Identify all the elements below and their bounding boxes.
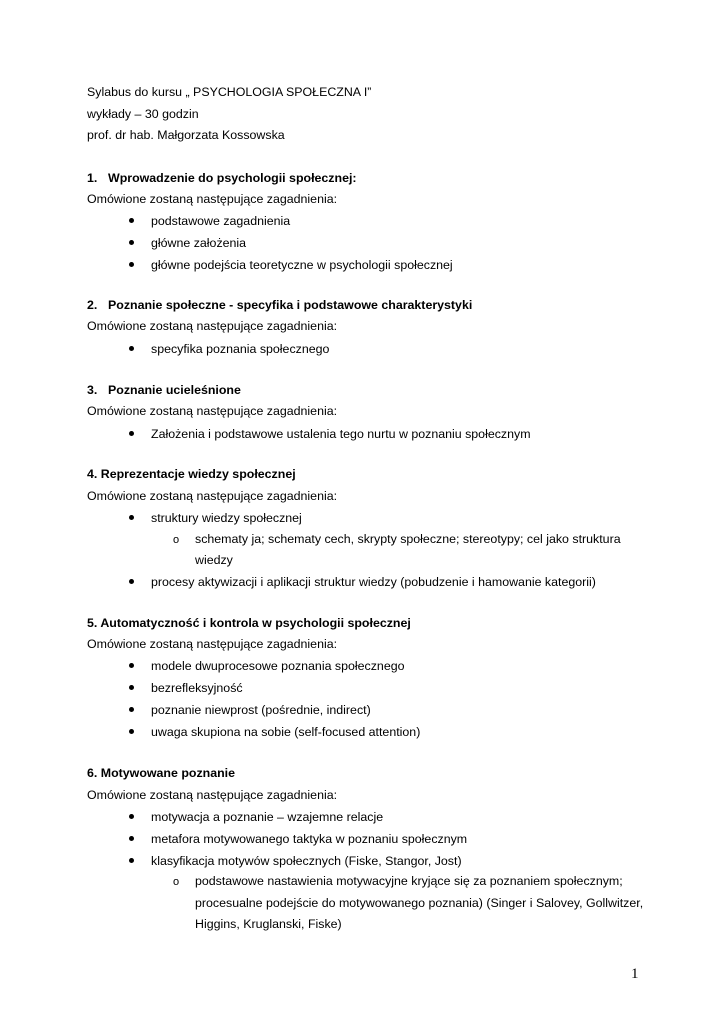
section-number: 2.	[87, 298, 98, 312]
bullet-icon	[129, 831, 134, 847]
section-number: 1.	[87, 171, 98, 185]
list-item: specyfika poznania społecznego	[151, 342, 330, 356]
list-item: uwaga skupiona na sobie (self-focused attention)	[151, 725, 421, 739]
intro-text: Omówione zostaną następujące zagadnienia:	[87, 489, 338, 503]
sub-bullet-icon: o	[173, 534, 180, 546]
page-number: 1	[631, 966, 639, 982]
section-title: Poznanie społeczne - specyfika i podstawowe charakterystyki	[108, 298, 473, 312]
sub-list-item: podstawowe nastawienia motywacyjne kryjące się za poznaniem społecznym;	[195, 874, 623, 888]
section-3-heading	[87, 382, 241, 398]
bullet-icon	[129, 510, 134, 526]
list-item: poznanie niewprost (pośrednie, indirect)	[151, 703, 371, 717]
list-item: Założenia i podstawowe ustalenia tego nurtu w poznaniu społecznym	[151, 427, 531, 441]
bullet-icon	[129, 658, 134, 674]
intro-text: Omówione zostaną następujące zagadnienia:	[87, 319, 338, 333]
intro-text: Omówione zostaną następujące zagadnienia:	[87, 637, 338, 651]
section-6-heading: 6. Motywowane poznanie	[87, 766, 236, 780]
bullet-icon	[129, 426, 134, 442]
list-item: struktury wiedzy społecznej	[151, 511, 302, 525]
bullet-icon	[129, 341, 134, 357]
intro-text: Omówione zostaną następujące zagadnienia:	[87, 404, 338, 418]
section-number: 3.	[87, 383, 98, 397]
list-item: metafora motywowanego taktyka w poznaniu społecznym	[151, 832, 468, 846]
bullet-icon	[129, 702, 134, 718]
section-2-heading	[87, 297, 472, 313]
section-4-heading: 4. Reprezentacje wiedzy społecznej	[87, 467, 296, 481]
sub-bullet-icon: o	[173, 876, 180, 888]
list-item: procesy aktywizacji i aplikacji struktur wiedzy (pobudzenie i hamowanie kategorii)	[151, 575, 596, 589]
sub-list-item-continuation: Higgins, Kruglanski, Fiske)	[195, 917, 342, 931]
section-title: Wprowadzenie do psychologii społecznej:	[108, 171, 357, 185]
bullet-icon	[129, 213, 134, 229]
bullet-icon	[129, 853, 134, 869]
list-item: motywacja a poznanie – wzajemne relacje	[151, 810, 384, 824]
bullet-icon	[129, 680, 134, 696]
section-5-heading: 5. Automatyczność i kontrola w psychologii społecznej	[87, 616, 411, 630]
bullet-icon	[129, 574, 134, 590]
sub-list-item-continuation: procesualne podejście do motywowanego poznania) (Singer i Salovey, Gollwitzer,	[195, 896, 644, 910]
lecturer-name: prof. dr hab. Małgorzata Kossowska	[87, 128, 285, 142]
bullet-icon	[129, 724, 134, 740]
list-item: główne założenia	[151, 236, 247, 250]
intro-text: Omówione zostaną następujące zagadnienia:	[87, 192, 338, 206]
bullet-icon	[129, 257, 134, 273]
syllabus-title: Sylabus do kursu „ PSYCHOLOGIA SPOŁECZNA I”	[87, 85, 372, 99]
lecture-hours: wykłady – 30 godzin	[87, 107, 199, 121]
intro-text: Omówione zostaną następujące zagadnienia:	[87, 788, 338, 802]
sub-list-item-continuation: wiedzy	[195, 553, 233, 567]
list-item: podstawowe zagadnienia	[151, 214, 291, 228]
list-item: bezrefleksyjność	[151, 681, 243, 695]
list-item: modele dwuprocesowe poznania społecznego	[151, 659, 405, 673]
list-item: klasyfikacja motywów społecznych (Fiske, Stangor, Jost)	[151, 854, 462, 868]
bullet-icon	[129, 235, 134, 251]
list-item: główne podejścia teoretyczne w psychologii społecznej	[151, 258, 453, 272]
bullet-icon	[129, 809, 134, 825]
section-title: Poznanie ucieleśnione	[108, 383, 241, 397]
sub-list-item: schematy ja; schematy cech, skrypty społeczne; stereotypy; cel jako struktura	[195, 532, 621, 546]
section-1-heading	[87, 170, 357, 186]
